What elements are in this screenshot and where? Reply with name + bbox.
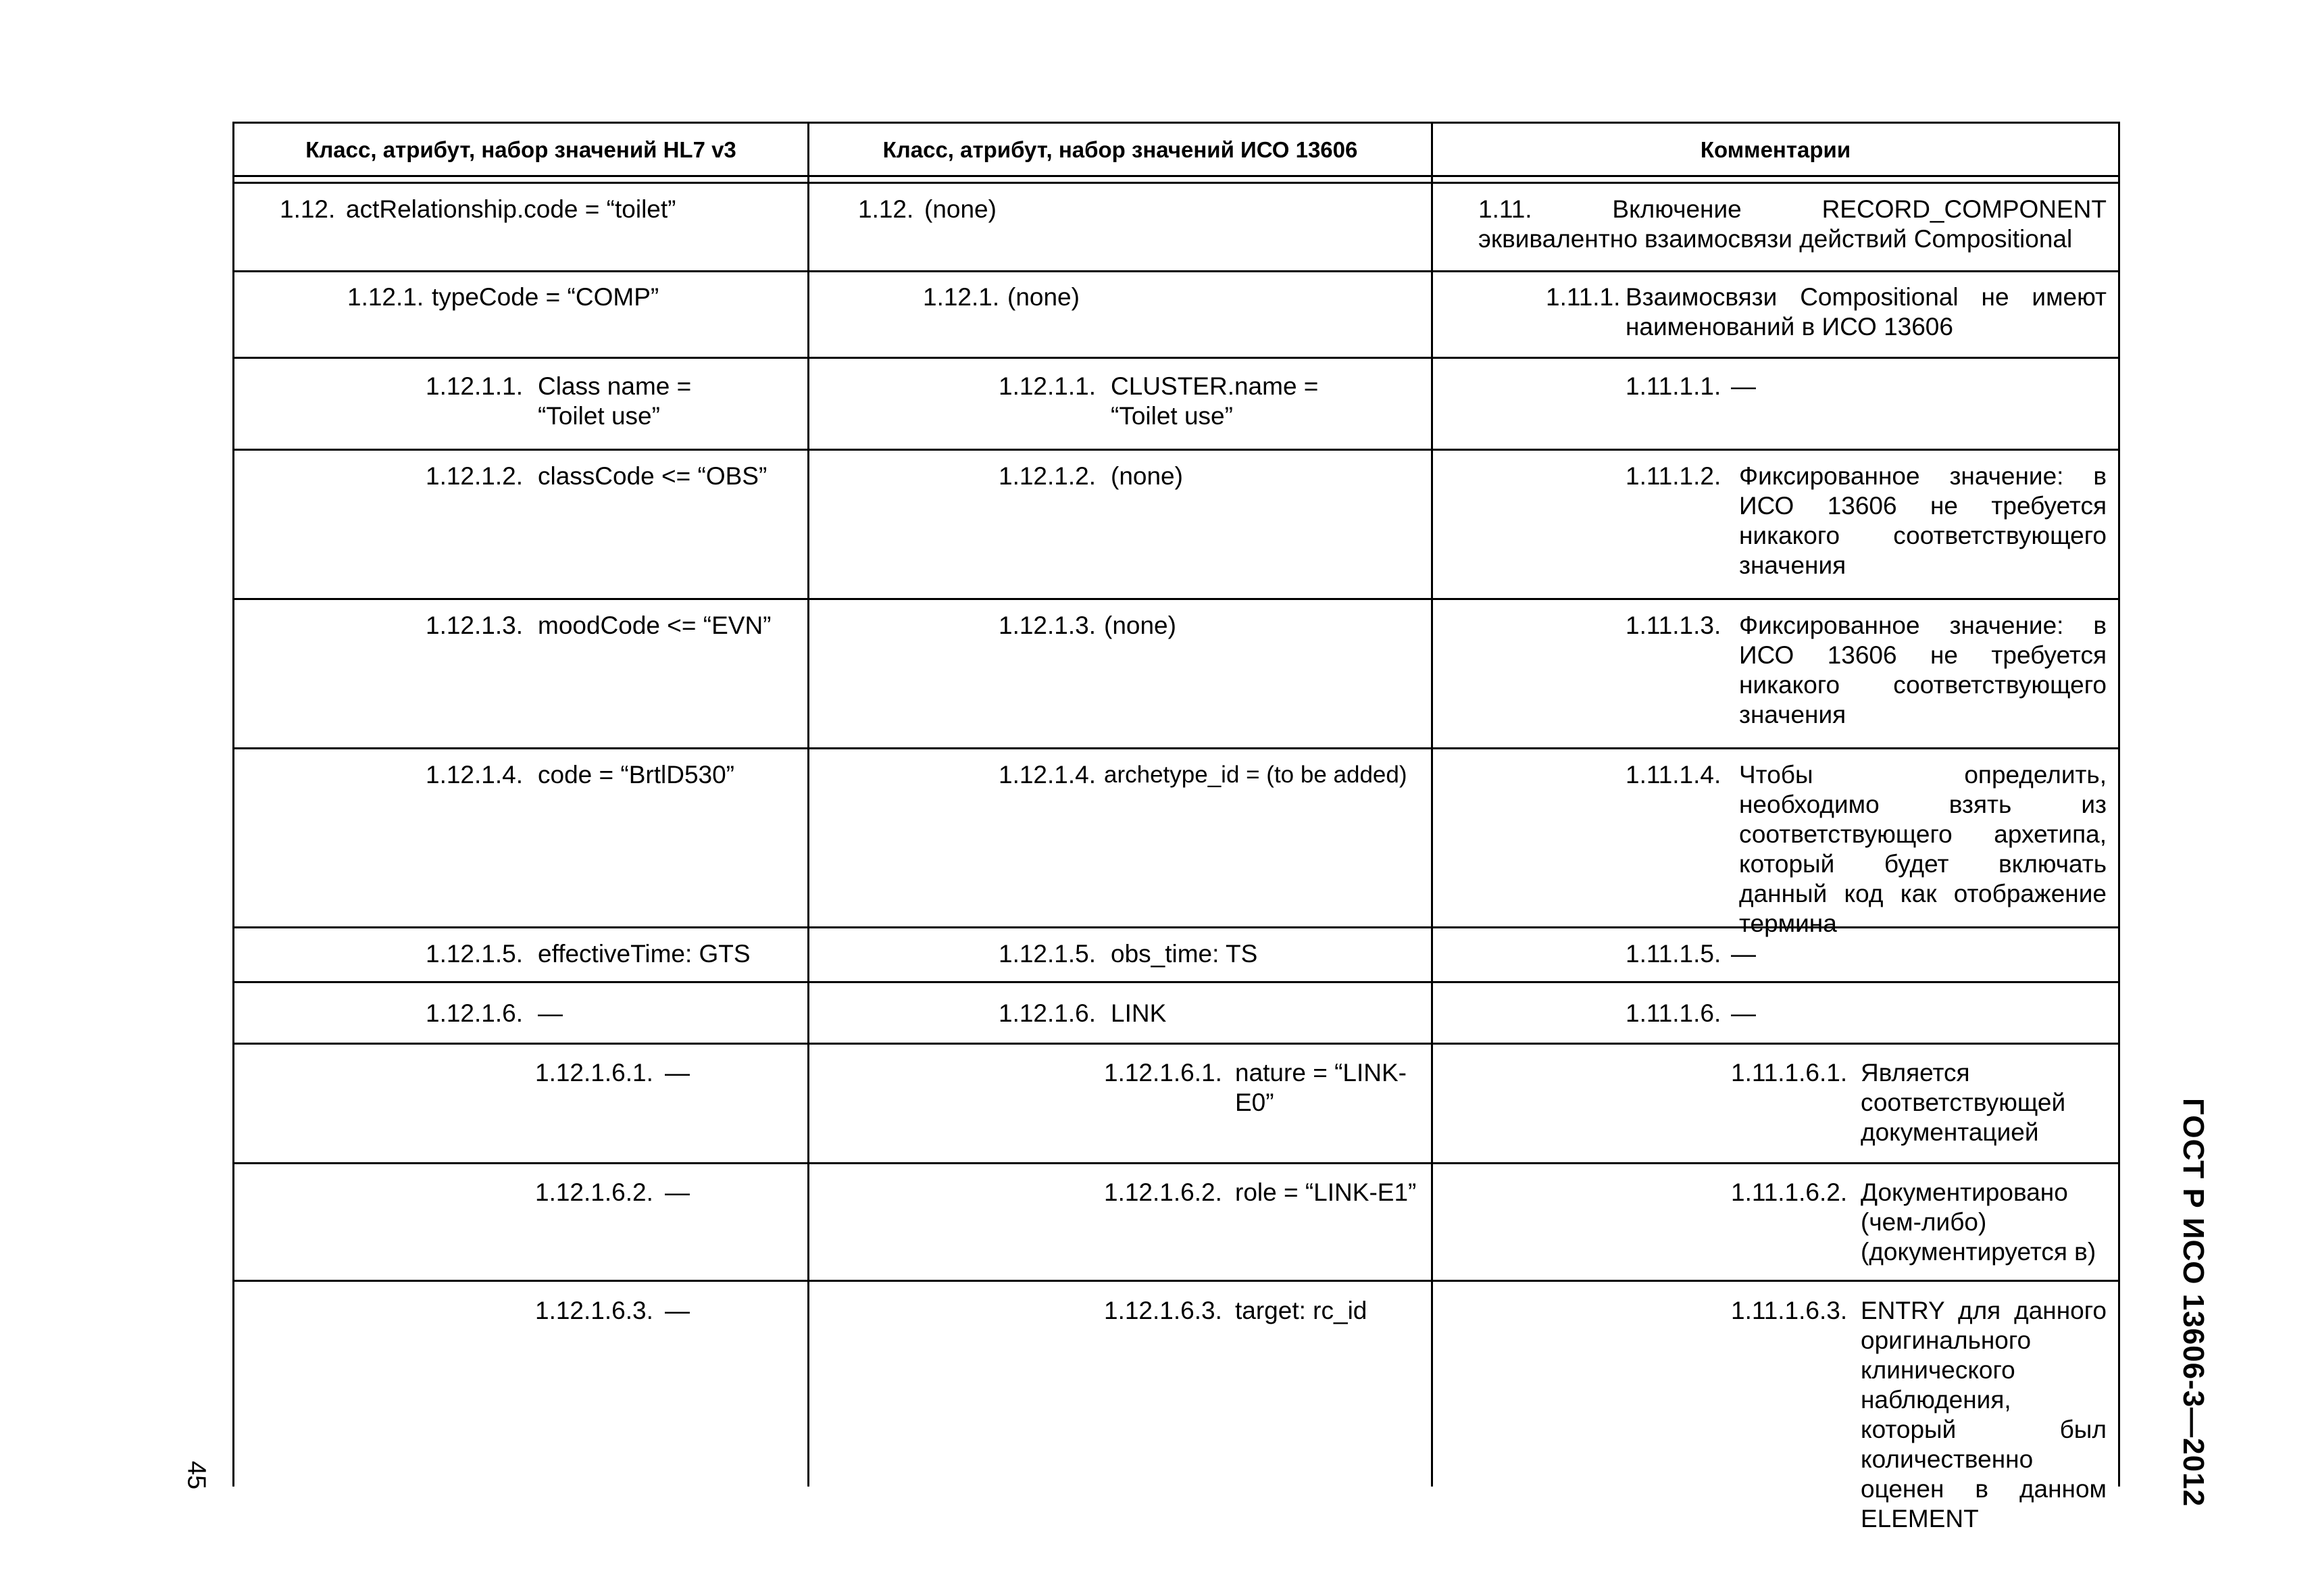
comment-text: —	[1731, 999, 1756, 1027]
standard-designation: ГОСТ Р ИСО 13606-3—2012	[2177, 1098, 2210, 1507]
comment-number: 1.11.1.5.	[1626, 940, 1721, 968]
iso-number: 1.12.1.5.	[999, 940, 1097, 968]
hl7-number: 1.12.1.4.	[426, 761, 524, 789]
table-right-border	[2118, 122, 2120, 1487]
iso-number: 1.12.1.6.	[999, 999, 1097, 1027]
iso-text: (none)	[1104, 612, 1176, 639]
hl7-text: effectiveTime: GTS	[538, 940, 751, 968]
comment-text: Фиксированное значение: в ИСО 13606 не требуется никакого соответствующего значения	[1739, 462, 2107, 579]
comment-text: ENTRY для данного оригинального клинического наблюдения, который был количественно оценен в данном ELEMENT	[1861, 1297, 2107, 1532]
comment-number: 1.11.1.6.	[1626, 999, 1721, 1027]
iso-text: archetype_id = (to be added)	[1104, 762, 1407, 788]
iso-text: CLUSTER.name = “Toilet use”	[1111, 372, 1319, 430]
iso-number: 1.12.	[858, 195, 914, 223]
comment-text: —	[1731, 940, 1756, 968]
iso-text: (none)	[1007, 283, 1080, 311]
page-number-box	[176, 1451, 216, 1499]
page-number: 45	[182, 1460, 211, 1490]
comment-text: —	[1731, 372, 1756, 400]
comment-text	[1478, 195, 2107, 254]
iso-text: LINK	[1111, 999, 1167, 1027]
row-divider	[232, 981, 2120, 983]
comment-number: 1.11.1.6.1.	[1731, 1059, 1848, 1087]
column-divider	[807, 122, 809, 1487]
header-hl7: Класс, атрибут, набор значений HL7 v3	[305, 137, 736, 162]
hl7-text: —	[665, 1178, 690, 1206]
hl7-text: moodCode <= “EVN”	[538, 612, 772, 639]
hl7-number: 1.12.1.3.	[426, 612, 524, 639]
comment-text: Является соответствующей документацией	[1861, 1059, 2066, 1146]
iso-number: 1.12.1.	[923, 283, 1000, 311]
hl7-number: 1.12.1.6.	[426, 999, 524, 1027]
iso-text: obs_time: TS	[1111, 940, 1258, 968]
iso-text: (none)	[924, 195, 997, 223]
hl7-text: —	[665, 1059, 690, 1087]
comment-number: 1.11.1.1.	[1626, 372, 1721, 400]
comment-number: 1.11.1.4.	[1626, 761, 1721, 789]
hl7-number: 1.12.1.2.	[426, 462, 524, 490]
iso-number: 1.12.1.2.	[999, 462, 1097, 490]
row-divider	[232, 449, 2120, 451]
column-divider	[1431, 122, 1433, 1487]
comment-number: 1.11.1.2.	[1626, 462, 1721, 490]
hl7-text: Class name = “Toilet use”	[538, 372, 692, 430]
hl7-text: —	[538, 999, 563, 1027]
iso-text: nature = “LINK-E0”	[1235, 1059, 1407, 1116]
iso-text: (none)	[1111, 462, 1183, 490]
iso-number: 1.12.1.6.3.	[1104, 1297, 1222, 1324]
comment-text: Документировано (чем-либо) (документируется в)	[1861, 1178, 2096, 1266]
row-divider	[232, 270, 2120, 272]
mapping-table	[232, 122, 2120, 1532]
iso-text: role = “LINK-E1”	[1235, 1178, 1417, 1206]
row-divider	[232, 1162, 2120, 1164]
comment-body: Включение RECORD_COMPONENT эквивалентно взаимосвязи действий Compositional	[1478, 195, 2107, 253]
row-divider	[232, 1043, 2120, 1045]
comment-number: 1.11.1.6.3.	[1731, 1297, 1848, 1324]
comment-text: Взаимосвязи Compositional не имеют наименований в ИСО 13606	[1626, 283, 2107, 341]
hl7-number: 1.12.1.6.2.	[535, 1178, 653, 1206]
comment-number: 1.11.1.3.	[1626, 612, 1721, 639]
hl7-text: code = “BrtlD530”	[538, 761, 734, 789]
document-code-header	[2166, 1098, 2220, 1507]
hl7-text: —	[665, 1297, 690, 1324]
hl7-text: classCode <= “OBS”	[538, 462, 768, 490]
hl7-number: 1.12.1.6.1.	[535, 1059, 653, 1087]
comment-text: Чтобы определить, необходимо взять из соответствующего архетипа, который будет включать данный код как отображение термина	[1739, 761, 2107, 937]
hl7-text: typeCode = “COMP”	[432, 283, 659, 311]
comment-text: Фиксированное значение: в ИСО 13606 не требуется никакого соответствующего значения	[1739, 612, 2107, 728]
hl7-number: 1.12.	[280, 195, 336, 223]
comment-number: 1.11.1.6.2.	[1731, 1178, 1848, 1206]
iso-number: 1.12.1.1.	[999, 372, 1097, 400]
hl7-number: 1.12.1.1.	[426, 372, 524, 400]
header-iso: Класс, атрибут, набор значений ИСО 13606	[882, 137, 1358, 162]
iso-number: 1.12.1.6.1.	[1104, 1059, 1222, 1087]
iso-number: 1.12.1.4.	[999, 761, 1097, 789]
table-left-border	[232, 122, 234, 1487]
row-divider	[232, 598, 2120, 600]
iso-text: target: rc_id	[1235, 1297, 1367, 1324]
hl7-number: 1.12.1.	[347, 283, 424, 311]
row-divider	[232, 357, 2120, 359]
hl7-number: 1.12.1.5.	[426, 940, 524, 968]
row-divider	[232, 747, 2120, 749]
row-divider	[232, 1280, 2120, 1282]
comment-number: 1.11.1.	[1546, 283, 1621, 311]
iso-number: 1.12.1.3.	[999, 612, 1097, 639]
header-comments: Комментарии	[1700, 137, 1851, 162]
hl7-text: actRelationship.code = “toilet”	[346, 195, 676, 223]
iso-number: 1.12.1.6.2.	[1104, 1178, 1222, 1206]
header-bottom-rule-2	[232, 182, 2120, 184]
comment-number: 1.11.	[1478, 195, 1532, 223]
hl7-number: 1.12.1.6.3.	[535, 1297, 653, 1324]
